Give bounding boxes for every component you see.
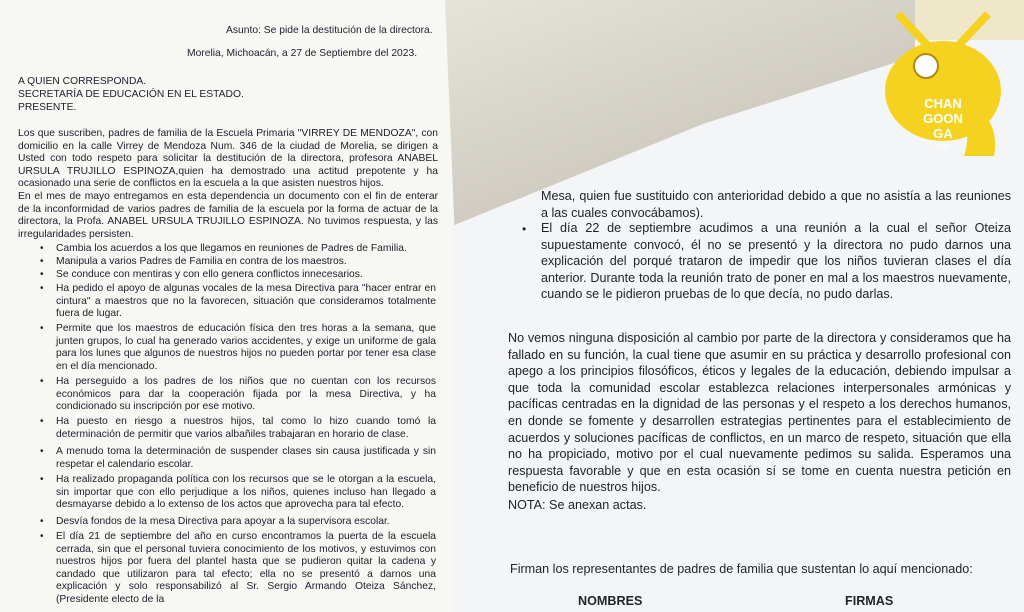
bullet-dot: • (40, 283, 44, 294)
logo-text-4: .com (935, 143, 951, 150)
may-paragraph: En el mes de mayo entregamos en esta dependencia un documento con el fin de enterar de la inconformidad de varios padres de familia de la escuela por la forma de actuar de la directora, la Profa. ANABEL URSULA TRUJILLO ESPINOZA. No tuvimos respuesta, y las irregularidades persisten. (18, 191, 438, 240)
bullet-dot: • (40, 474, 44, 485)
bullet-dot: • (40, 516, 44, 527)
bullet-dot: • (40, 269, 44, 280)
place-date: Morelia, Michoacán, a 27 de Septiembre del 2023. (187, 48, 418, 59)
logo-text-1: CHAN (924, 96, 962, 111)
bullet-item: Permite que los maestros de educación física den tres horas a la semana, que junten grupos, lo cual ha generado varios accidentes, y exige un uniforme de gala para los lunes que algunos de nuestros hijos no pueden portar por tener esa clase en el día mencionado. (56, 323, 436, 372)
bullet-item: El día 22 de septiembre acudimos a una reunión a la cual el señor Oteiza supuestamente convocó, él no se presentó y la directora no pudo darnos una explicación del porqué trataron de impedir que los niños tuvieran clases el día anterior. Durante toda la reunión trato de poner en mal a los maestros nuevamente, cuando se le pidieron pruebas de lo que decía, no pudo darlas. (541, 221, 1011, 302)
bullet-item: Ha pedido el apoyo de algunas vocales de la mesa Directiva para "hacer entrar en cintura" a maestros que no la favorecen, situación que consideramos totalmente fuera de lugar. (56, 283, 436, 320)
addressee-line-3: PRESENTE. (18, 102, 77, 113)
signatories-line: Firman los representantes de padres de familia que sustentan lo aquí mencionado: (510, 562, 973, 576)
addressee-line-1: A QUIEN CORRESPONDA. (18, 76, 147, 87)
bullet-item: Manipula a varios Padres de Familia en contra de los maestros. (56, 256, 347, 267)
bullet-item: Se conduce con mentiras y con ello genera conflictos innecesarios. (56, 269, 363, 280)
signatures-column-header: FIRMAS (845, 594, 894, 608)
bullet-item: Ha perseguido a los padres de los niños que no cuentan con los recursos económicos para dar la cooperación fijada por la mesa Directiva, y ha condicionado su inscripción por ese motivo. (56, 376, 436, 413)
subject-line: Asunto: Se pide la destitución de la directora. (226, 25, 433, 36)
names-column-header: NOMBRES (578, 594, 643, 608)
note: NOTA: Se anexan actas. (508, 498, 647, 512)
intro-paragraph: Los que suscriben, padres de familia de la Escuela Primaria "VIRREY DE MENDOZA", con domicilio en la calle Virrey de Mendoza Num. 346 de la ciudad de Morelia, se dirigen a Usted con todo respeto para solicitar la destitución de la directora, profesora ANABEL URSULA TRUJILLO ESPINOZA,quien ha demostrado una actitud prepotente y ha ocasionado una serie de conflictos en la escuela a la que asisten nuestros hijos. (18, 128, 438, 190)
bullet-dot: • (40, 531, 44, 542)
bullet-item: Desvía fondos de la mesa Directiva para apoyar a la supervisora escolar. (56, 516, 390, 527)
letter-page-left (0, 0, 452, 612)
logo-text-3: GA (933, 126, 953, 141)
bullet-item: El día 21 de septiembre del año en curso encontramos la puerta de la escuela cerrada, sin que el personal tuviera conocimiento de los motivos, y estuvimos con nuestros hijos por fuera del plantel hasta que se pudieron quitar la cadena y candado que utilizaron para tal efecto; ella no se presentó a darnos una explicación y solo responsabilizó al Sr. Sergio Armando Oteiza Sánchez, (Presidente electo de la (56, 531, 436, 605)
closing-paragraph: No vemos ninguna disposición al cambio por parte de la directora y consideramos que ha fallado en su función, la cual tiene que asumir en su práctica y desarrollo profesional con apego a los principios filosóficos, éticos y legales de la educación, debiendo impulsar a que toda la comunidad escolar establezca relaciones interpersonales armónicas y pacíficas centradas en la dignidad de las personas y el respeto a los derechos humanos, en donde se fomente y desarrollen estrategias pertinentes para el establecimiento de acuerdos y soluciones pacíficas de conflictos, en un marco de respeto, situación que ella no ha propiciado, motivo por el cual nuevamente pedimos su salida. Esperamos una respuesta favorable y que en esta ocasión sí se tome en cuenta nuestra petición en beneficio de nuestros hijos. (508, 331, 1011, 495)
bullet-dot: • (40, 416, 44, 427)
bullet-dot: • (40, 323, 44, 334)
bullet-item: A menudo toma la determinación de suspender clases sin causa justificada y sin respetar el calendario escolar. (56, 446, 436, 470)
bullet-dot: • (522, 222, 527, 236)
changoonga-logo (868, 6, 1018, 166)
logo-text-2: GOON (923, 111, 963, 126)
bullet-dot: • (40, 446, 44, 457)
bullet-item: Ha puesto en riesgo a nuestros hijos, tal como lo hizo cuando tomó la determinación de permitir que varios albañiles trabajaran en horario de clase. (56, 416, 436, 440)
bullet-dot: • (40, 256, 44, 267)
continuation-text: Mesa, quien fue sustituido con anterioridad debido a que no asistía a las reuniones a las cuales convocábamos). (541, 189, 1011, 220)
bullet-item: Ha realizado propaganda política con los recursos que se le otorgan a la escuela, sin importar que con ello perjudique a los niños, quienes incluso han llegado a desmayarse debido a lo extenso de los actos que aprovecha para tal efecto. (56, 474, 436, 511)
bullet-dot: • (40, 376, 44, 387)
bullet-dot: • (40, 243, 44, 254)
addressee-line-2: SECRETARÍA DE EDUCACIÓN EN EL ESTADO. (18, 89, 244, 100)
bullet-item: Cambia los acuerdos a los que llegamos en reuniones de Padres de Familia. (56, 243, 407, 254)
